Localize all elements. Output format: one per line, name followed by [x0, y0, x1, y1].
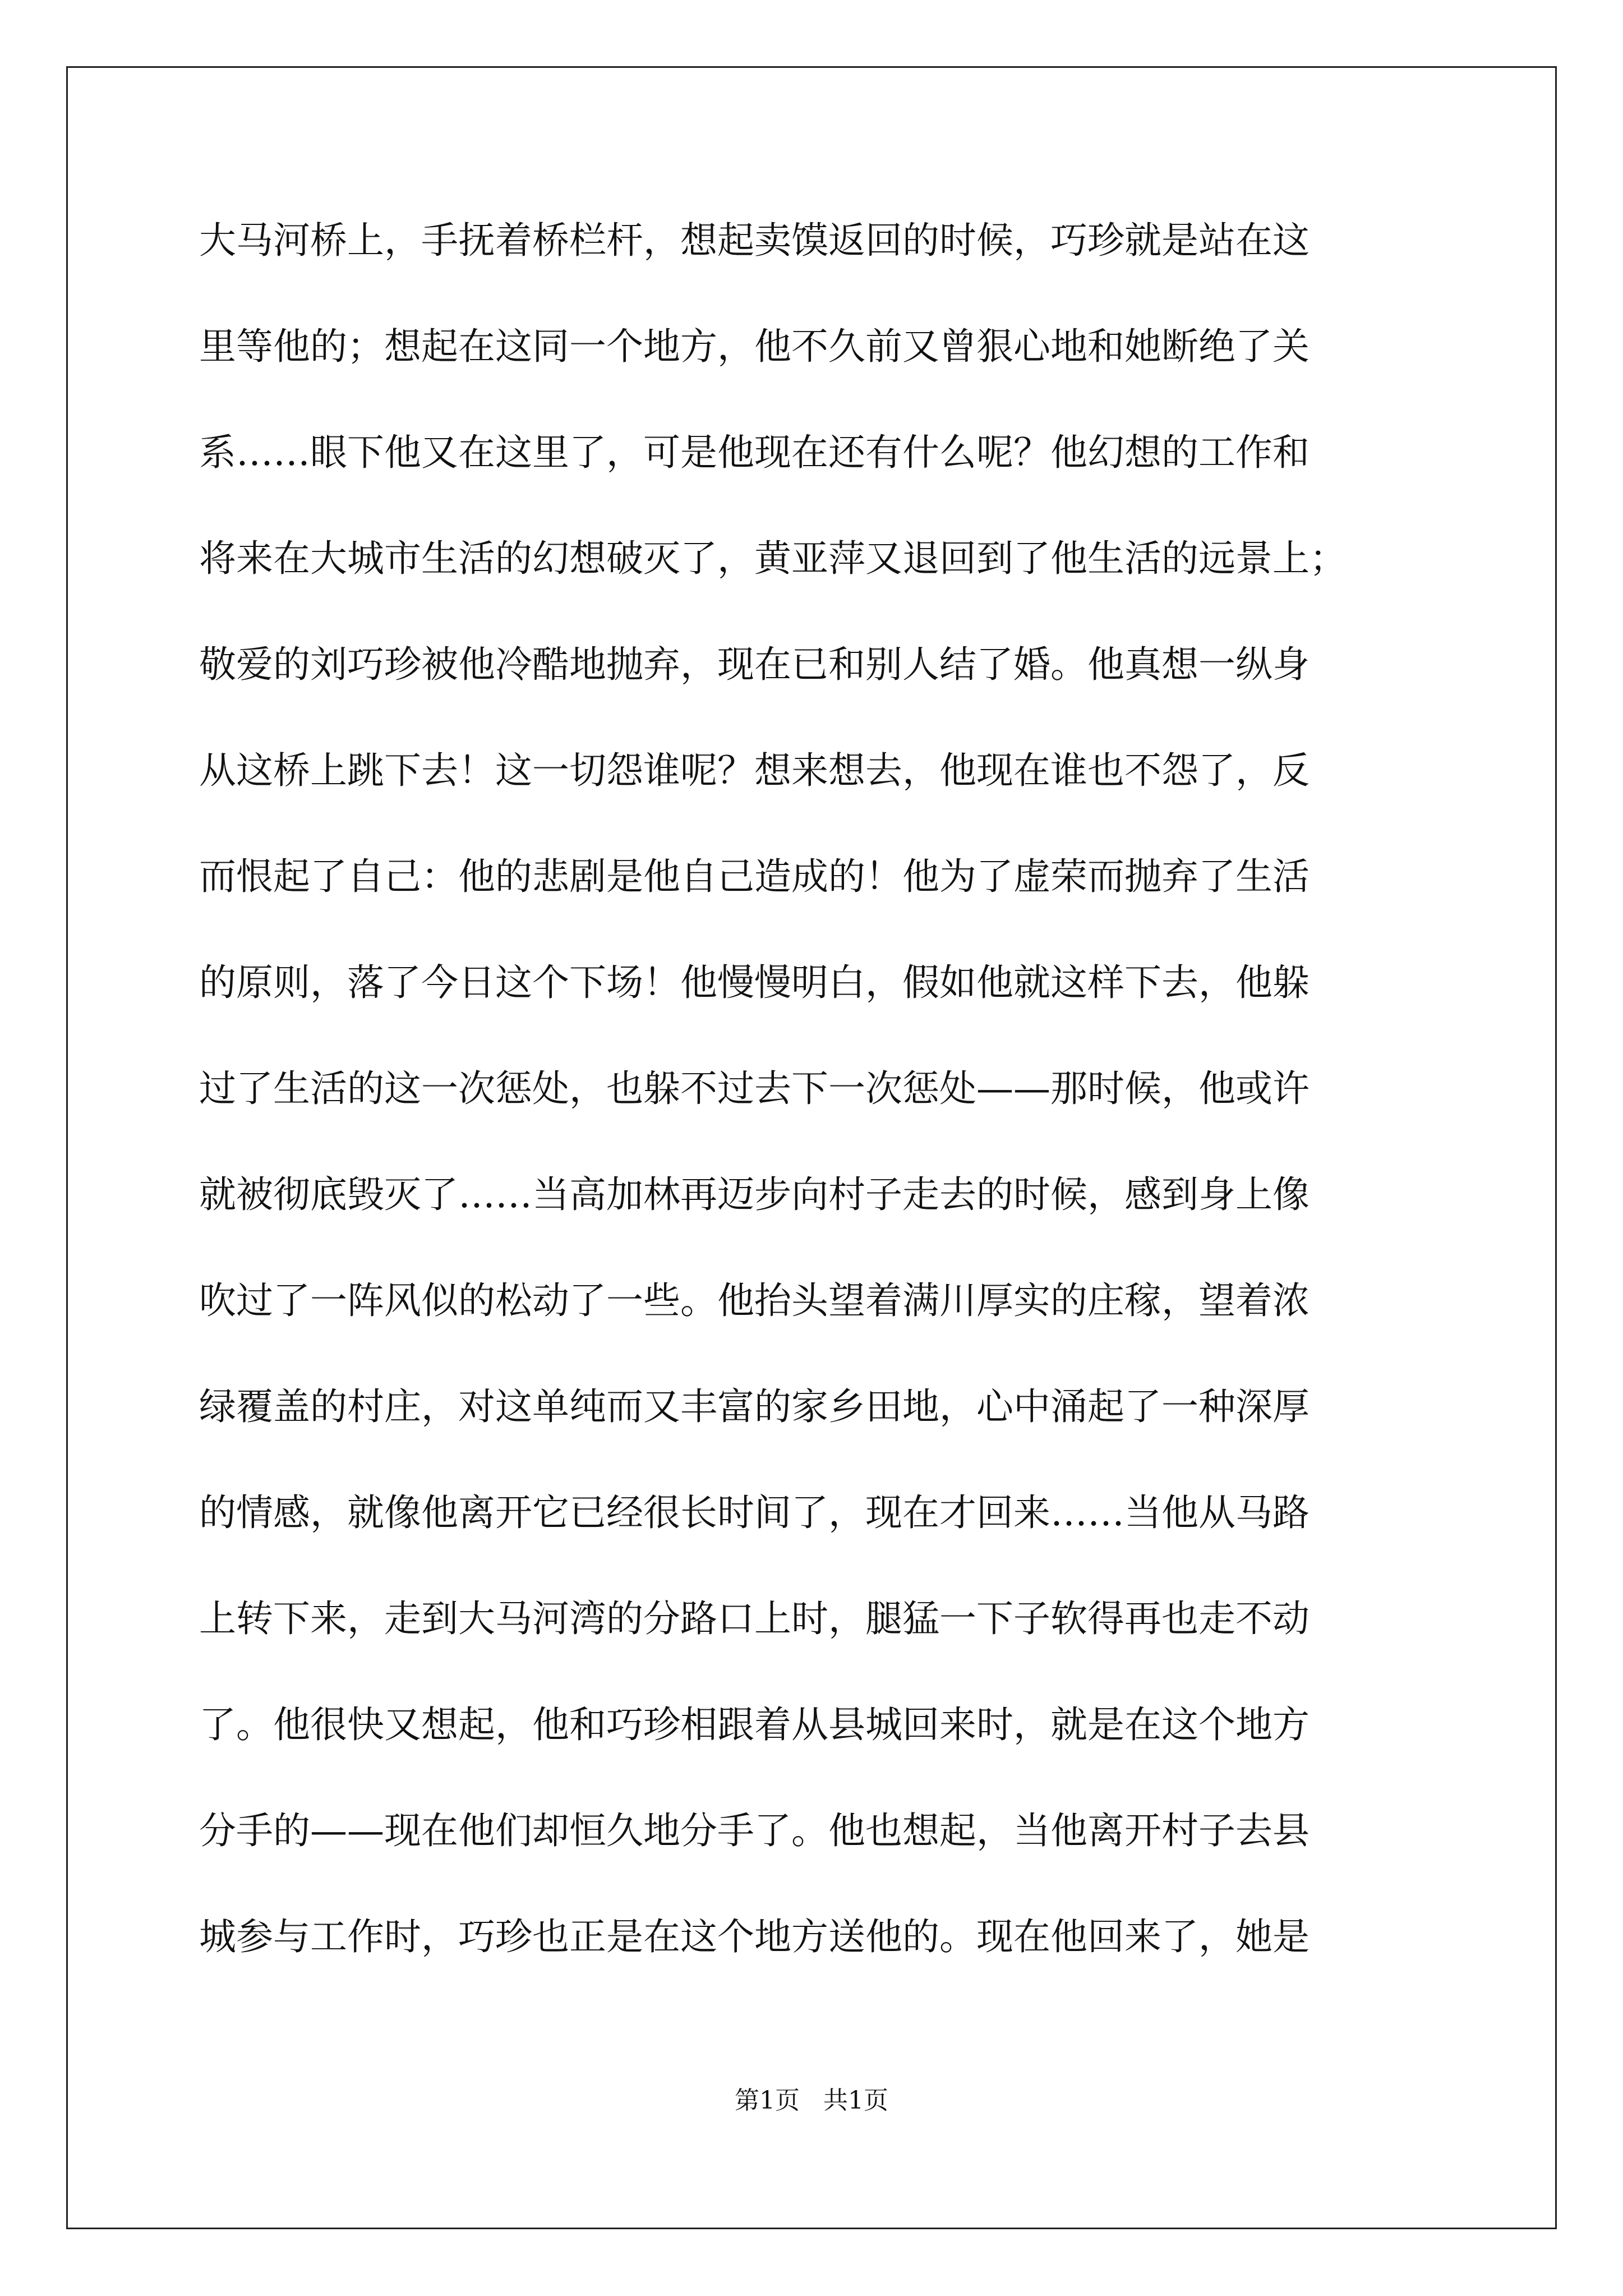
- text-line: 绿覆盖的村庄，对这单纯而又丰富的家乡田地，心中涌起了一种深厚: [199, 1385, 1310, 1428]
- text-line: 的情感，就像他离开它已经很长时间了，现在才回来……当他从马路: [199, 1491, 1310, 1534]
- text-line: 从这桥上跳下去！这一切怨谁呢？想来想去，他现在谁也不怨了，反: [199, 749, 1310, 792]
- text-line: 城参与工作时，巧珍也正是在这个地方送他的。现在他回来了，她是: [199, 1915, 1310, 1958]
- text-line: 过了生活的这一次惩处，也躲不过去下一次惩处——那时候，他或许: [199, 1067, 1310, 1110]
- text-line: 里等他的；想起在这同一个地方，他不久前又曾狠心地和她断绝了关: [199, 325, 1310, 368]
- text-line: 的原则，落了今日这个下场！他慢慢明白，假如他就这样下去，他躲: [199, 961, 1310, 1004]
- text-line: 敬爱的刘巧珍被他冷酷地抛弃，现在已和别人结了婚。他真想一纵身: [199, 643, 1310, 686]
- text-line: 就被彻底毁灭了……当高加林再迈步向村子走去的时候，感到身上像: [199, 1173, 1310, 1216]
- text-line: 大马河桥上，手抚着桥栏杆，想起卖馍返回的时候，巧珍就是站在这: [199, 219, 1310, 262]
- text-line: 而恨起了自己：他的悲剧是他自己造成的！他为了虚荣而抛弃了生活: [199, 855, 1310, 898]
- text-line: 了。他很快又想起，他和巧珍相跟着从县城回来时，就是在这个地方: [199, 1703, 1310, 1746]
- text-line: 系……眼下他又在这里了，可是他现在还有什么呢？他幻想的工作和: [199, 431, 1310, 474]
- text-line: 上转下来，走到大马河湾的分路口上时，腿猛一下子软得再也走不动: [199, 1597, 1310, 1640]
- page-footer: 第1页 共1页: [735, 2086, 888, 2115]
- text-line: 将来在大城市生活的幻想破灭了，黄亚萍又退回到了他生活的远景上；: [199, 537, 1347, 580]
- body-text: [199, 210, 1433, 2012]
- text-line: 分手的——现在他们却恒久地分手了。他也想起，当他离开村子去县: [199, 1809, 1310, 1852]
- text-line: 吹过了一阵风似的松动了一些。他抬头望着满川厚实的庄稼，望着浓: [199, 1279, 1310, 1322]
